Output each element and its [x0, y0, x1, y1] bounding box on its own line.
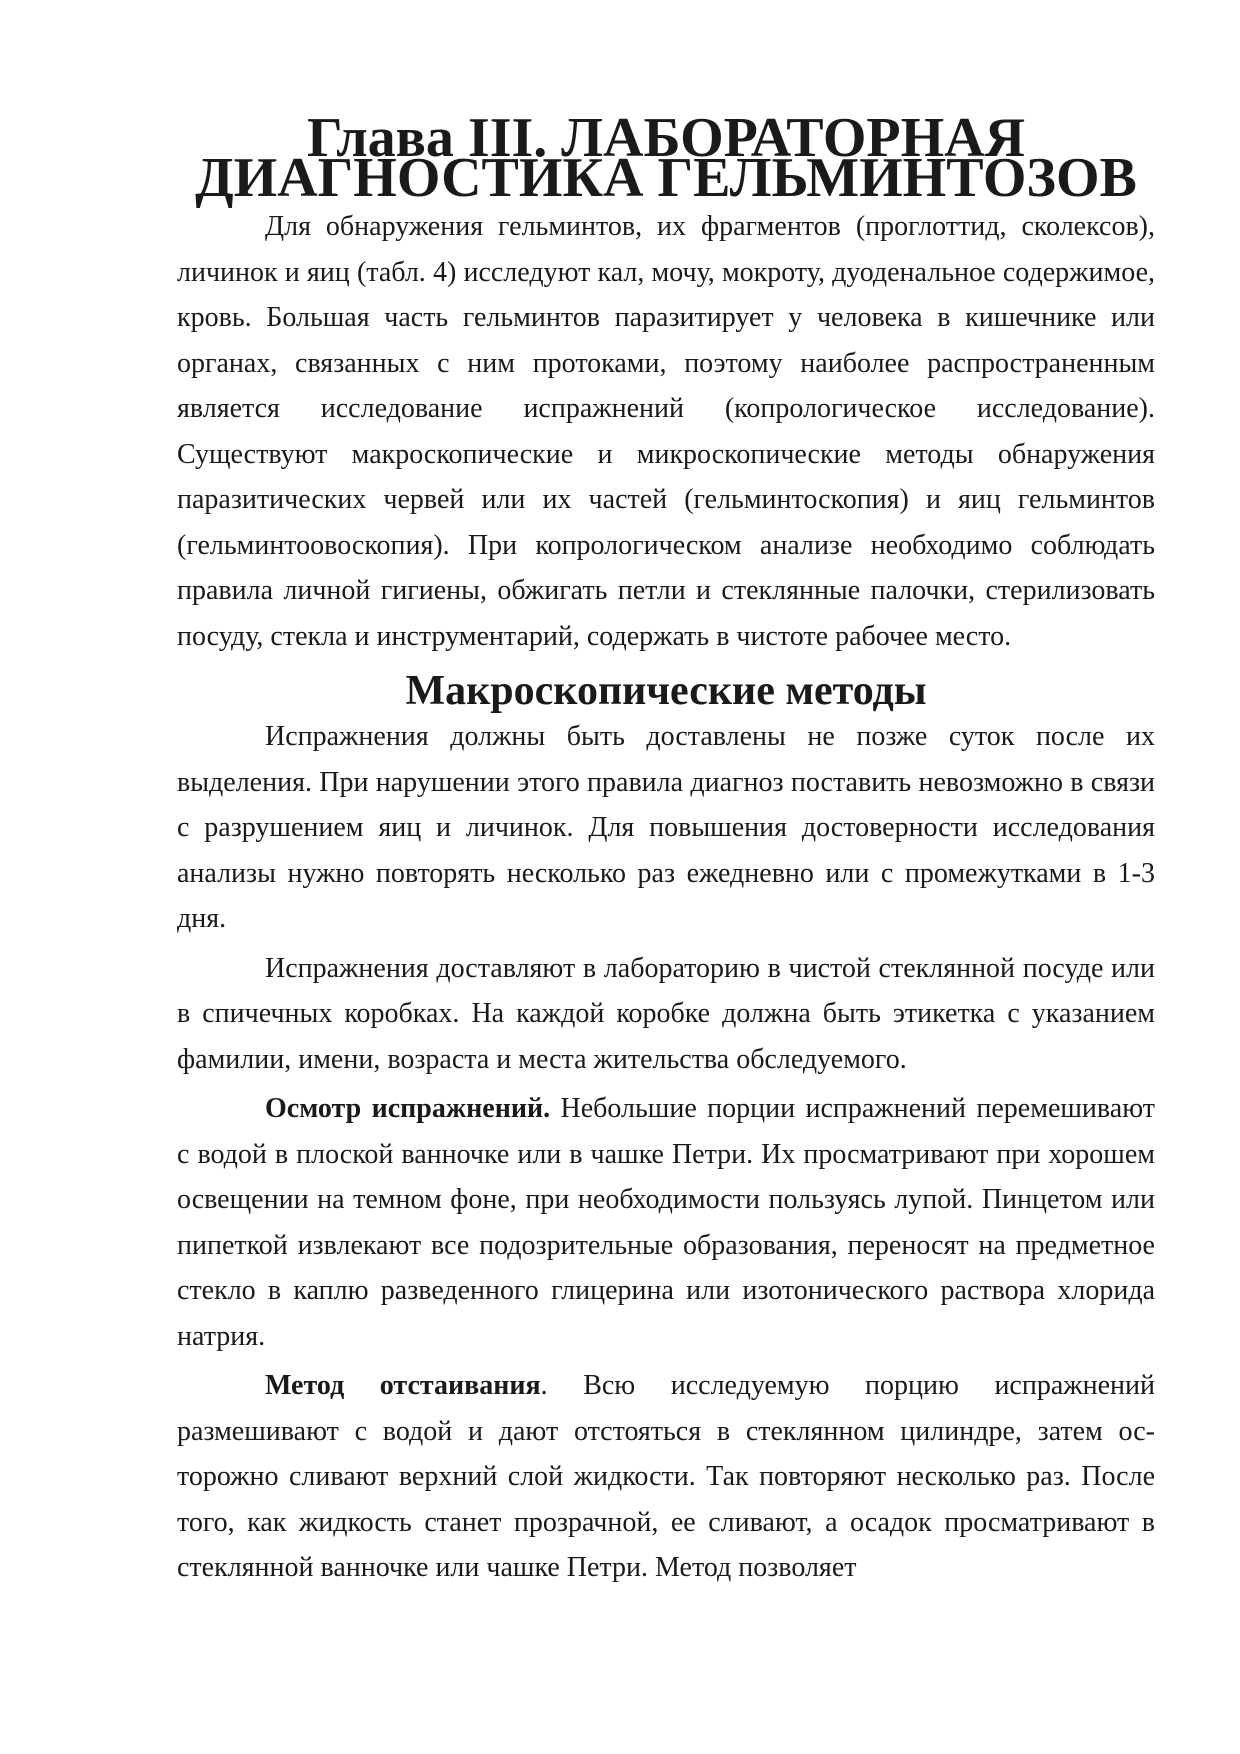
- inspection-lead: Осмотр испражнений.: [265, 1093, 551, 1124]
- delivery-paragraph: Испражнения должны быть доставлены не позже суток после их выделения. При нарушении этого правила диагноз поставить невозможно в связи с разрушением яиц и личинок. Для повышения достоверности исследования анализы нужно повторять несколько раз ежедневно или с промежутками в 1-3 дня.: [177, 721, 1155, 934]
- chapter-title: Глава III. ЛАБОРАТОРНАЯ ДИАГНОСТИКА ГЕЛЬМИНТОЗОВ: [195, 107, 1137, 209]
- settling-text: . Всю исследуемую порцию испражнений размешивают с водой и дают отстояться в стеклянном цилиндре, затем осторожно сливают верхний слой жидкости. Так повторяют несколько раз. После того, как жидкость станет прозрачной, ее сливают, а осадок просматривают в стеклянной ванночке или чашке Петри. Метод позволяет: [177, 1370, 1155, 1583]
- inspection-text: Небольшие порции испражнений перемешивают с водой в плоской ванночке или в чашке Петри. Их просматривают при хорошем освещении на темном фоне, при необходимости пользуясь лупой. Пинцетом или пипеткой извлекают все подозрительные образования, переносят на предметное стекло в каплю разведенного глицерина или изотонического раствора хлорида натрия.: [177, 1093, 1155, 1352]
- intro-paragraph: Для обнаружения гельминтов, их фрагментов (проглоттид, сколексов), личинок и яиц (табл. 4) исследуют кал, мочу, мокроту, дуоденальное содержимое, кровь. Большая часть гельминтов паразитирует у человека в кишечнике или органах, связанных с ним протоками, поэтому наиболее распространенным является исследование испражнений (копрологическое исследование). Существуют макроскопические и микроскопические методы обнаружения паразитических червей или их частей (гельминтоскопия) и яиц гельминтов (гельминтоовоскопия). При копрологическом анализе необходимо соблюдать правила личной гигиены, обжигать петли и стеклянные палочки, стерилизовать посуду, стекла и инструментарий, содержать в чистоте рабочее место.: [177, 211, 1155, 652]
- settling-paragraph: [177, 1363, 1155, 1591]
- document-page: [177, 107, 1155, 1591]
- settling-lead: Метод отстаивания: [265, 1370, 541, 1401]
- container-paragraph: Испражнения доставляют в лабораторию в чистой стеклянной посуде или в спичечных коробках. На каждой коробке должна быть этикетка с указанием фамилии, имени, возраста и места жительства обследуемого.: [177, 952, 1155, 1075]
- section-title: Макроскопические методы: [405, 668, 927, 714]
- inspection-paragraph: [177, 1086, 1155, 1359]
